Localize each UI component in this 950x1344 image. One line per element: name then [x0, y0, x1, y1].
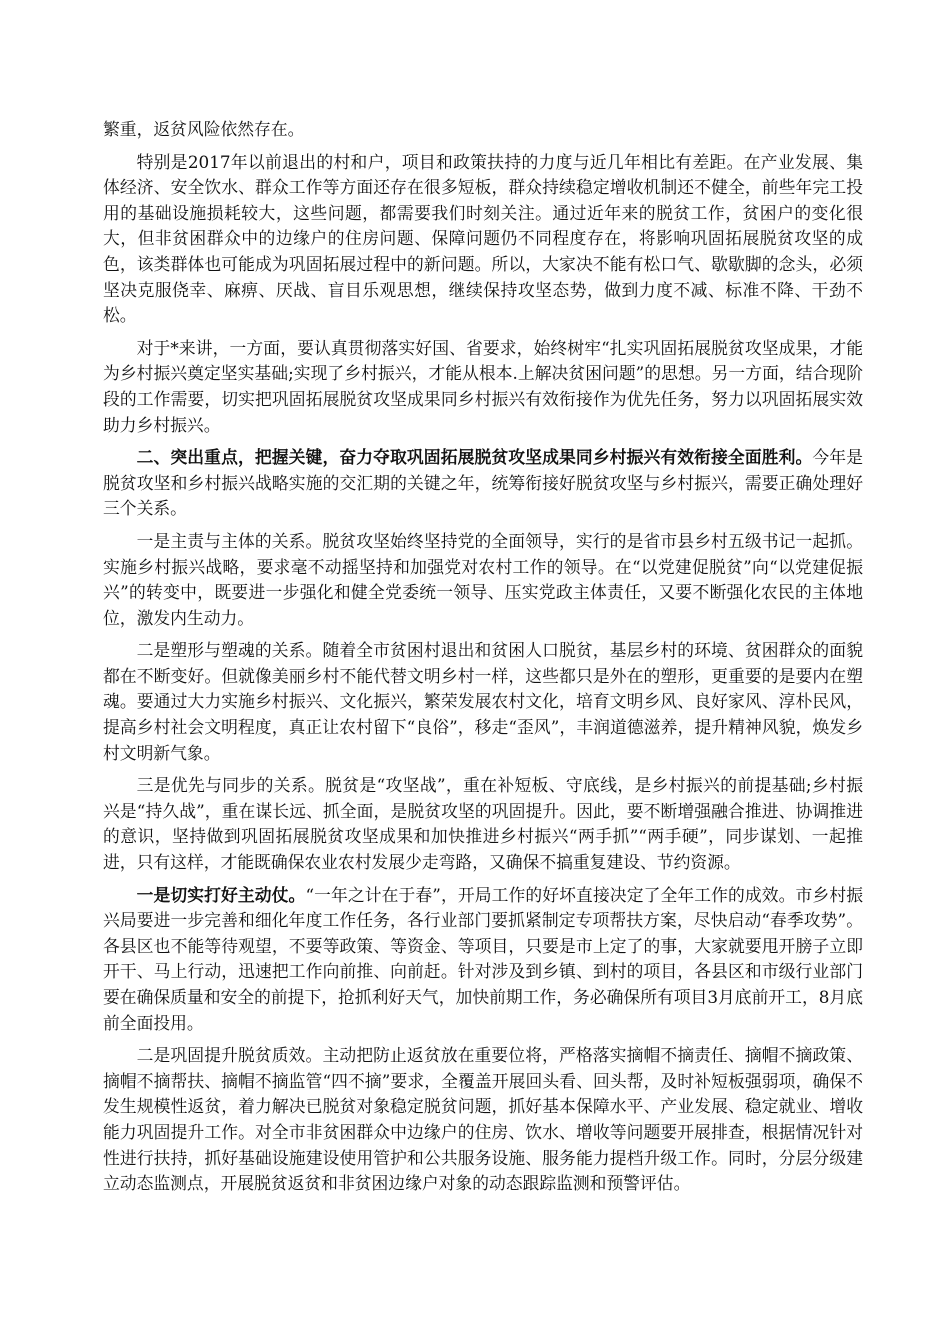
subsection-heading-paragraph — [103, 883, 863, 1037]
paragraph — [103, 773, 863, 875]
paragraph-text: 繁重，返贫风险依然存在。 — [103, 119, 305, 139]
paragraph — [103, 529, 863, 631]
paragraph-text: “一年之计在于春”，开局工作的好坏直接决定了全年工作的成效。市乡村振兴局要进一步完善和细化年度工作任务，各行业部门要抓紧制定专项帮扶方案，尽快启动“春季攻势”。各县区也不能等待观望，不要等政策、等资金、等项目，只要是市上定了的事，大家就要甩开膀子立即开干、马上行动，迅速把工作向前推、向前赶。针对涉及到乡镇、到村的项目，各县区和市级行业部门要在确保质量和安全的前提下，抢抓利好天气，加快前期工作，务必确保所有项目3月底前开工，8月底前全面投用。 — [103, 884, 863, 1033]
paragraph-heading: 一是切实打好主动仗。 — [136, 884, 306, 905]
paragraph-text: 今年是脱贫攻坚和乡村振兴战略实施的交汇期的关键之年，统筹衔接好脱贫攻坚与乡村振兴，需要正确处理好三个关系。 — [103, 447, 863, 519]
paragraph-text: 三是优先与同步的关系。脱贫是“攻坚战”，重在补短板、守底线，是乡村振兴的前提基础;乡村振兴是“持久战”，重在谋长远、抓全面，是脱贫攻坚的巩固提升。因此，要不断增强融合推进、协调推进的意识，坚持做到巩固拓展脱贫攻坚成果和加快推进乡村振兴“两手抓”“两手硬”，同步谋划、一起推进，只有这样，才能既确保农业农村发展少走弯路，又确保不搞重复建设、节约资源。 — [103, 775, 863, 873]
paragraph — [103, 117, 863, 143]
paragraph — [103, 150, 863, 329]
section-heading-paragraph — [103, 445, 863, 522]
paragraph — [103, 638, 863, 766]
paragraph-text: 二是塑形与塑魂的关系。随着全市贫困村退出和贫困人口脱贫，基层乡村的环境、贫困群众的面貌都在不断变好。但就像美丽乡村不能代替文明乡村一样，这些都只是外在的塑形，更重要的是要内在塑魂。要通过大力实施乡村振兴、文化振兴，繁荣发展农村文化，培育文明乡风、良好家风、淳朴民风，提高乡村社会文明程度，真正让农村留下“良俗”，移走“歪风”，丰润道德滋养，提升精神风貌，焕发乡村文明新气象。 — [103, 640, 863, 763]
paragraph-text: 特别是2017年以前退出的村和户，项目和政策扶持的力度与近几年相比有差距。在产业发展、集体经济、安全饮水、群众工作等方面还存在很多短板，群众持续稳定增收机制还不健全，前些年完工投用的基础设施损耗较大，这些问题，都需要我们时刻关注。通过近年来的脱贫工作，贫困户的变化很大，但非贫困群众中的边缘户的住房问题、保障问题仍不同程度存在，将影响巩固拓展脱贫攻坚的成色，该类群体也可能成为巩固拓展过程中的新问题。所以，大家决不能有松口气、歇歇脚的念头，必须坚决克服侥幸、麻痹、厌战、盲目乐观思想，继续保持攻坚态势，做到力度不减、标准不降、干劲不松。 — [103, 151, 863, 326]
paragraph — [103, 1043, 863, 1197]
paragraph — [103, 336, 863, 438]
paragraph-text: 对于*来讲，一方面，要认真贯彻落实好国、省要求，始终树牢“扎实巩固拓展脱贫攻坚成果，才能为乡村振兴奠定坚实基础;实现了乡村振兴，才能从根本.上解决贫困问题”的思想。另一方面，结合现阶段的工作需要，切实把巩固拓展脱贫攻坚成果同乡村振兴有效衔接作为优先任务，努力以巩固拓展实效助力乡村振兴。 — [103, 337, 863, 435]
document-page — [103, 117, 863, 1204]
paragraph-text: 一是主责与主体的关系。脱贫攻坚始终坚持党的全面领导，实行的是省市县乡村五级书记一起抓。实施乡村振兴战略，要求毫不动摇坚持和加强党对农村工作的领导。在“以党建促脱贫”向“以党建促振兴”的转变中，既要进一步强化和健全党委统一领导、压实党政主体责任，又要不断强化农民的主体地位，激发内生动力。 — [103, 530, 863, 628]
paragraph-text: 二是巩固提升脱贫质效。主动把防止返贫放在重要位将，严格落实摘帽不摘责任、摘帽不摘政策、摘帽不摘帮扶、摘帽不摘监管“四不摘”要求，全覆盖开展回头看、回头帮，及时补短板强弱项，确保不发生规模性返贫，着力解决已脱贫对象稳定脱贫问题，抓好基本保障水平、产业发展、稳定就业、增收能力巩固提升工作。对全市非贫困群众中边缘户的住房、饮水、增收等问题要开展排查，根据情况针对性进行扶持，抓好基础设施建设使用管护和公共服务设施、服务能力提档升级工作。同时，分层分级建立动态监测点，开展脱贫返贫和非贫困边缘户对象的动态跟踪监测和预警评估。 — [103, 1045, 863, 1194]
paragraph-heading: 二、突出重点，把握关键，奋力夺取巩固拓展脱贫攻坚成果同乡村振兴有效衔接全面胜利。 — [136, 447, 813, 468]
